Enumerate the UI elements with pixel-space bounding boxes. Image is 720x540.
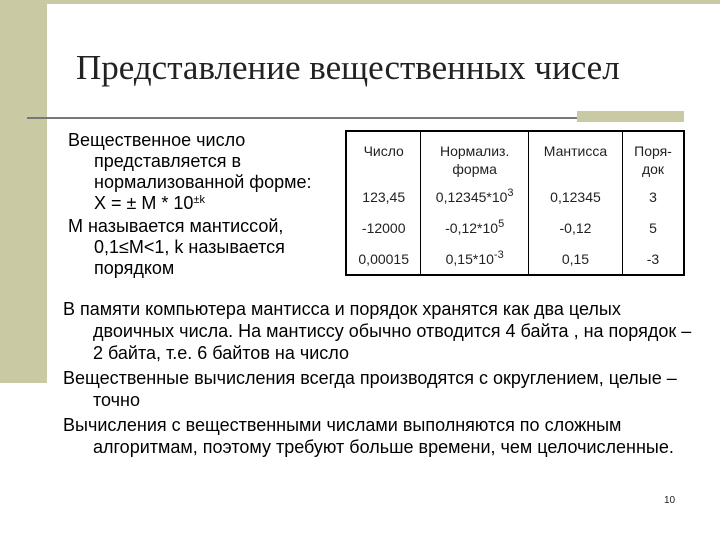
cell-order: -3 <box>646 250 660 267</box>
cell-number: -12000 <box>347 213 421 244</box>
page-number: 10 <box>664 495 676 506</box>
table-header-row <box>347 132 683 182</box>
top-accent-bar <box>47 0 720 4</box>
normalized-exponent: 5 <box>498 217 505 230</box>
normalized-exponent: 3 <box>507 187 514 200</box>
left-accent-bar <box>0 0 47 383</box>
cell-normalized <box>421 182 529 213</box>
header-line: Число <box>363 143 404 159</box>
cell-order: 5 <box>649 219 657 236</box>
examples-table <box>345 130 685 276</box>
cell-normalized <box>421 243 529 274</box>
formula-exponent: ±k <box>193 194 205 206</box>
table-header-cell <box>421 132 529 182</box>
header-line: Мантисса <box>543 143 608 159</box>
left-accent-bar-end <box>0 380 47 383</box>
title-underline-accent <box>577 111 684 122</box>
cell-order: 3 <box>649 189 657 206</box>
normalized-exponent: -3 <box>493 248 504 261</box>
definition-line: Вещественное число <box>68 130 246 150</box>
body-text <box>63 298 703 461</box>
definition-line: M называется мантиссой, <box>68 216 284 236</box>
table-row <box>347 182 683 213</box>
slide-title: Представление вещественных чисел <box>76 48 620 87</box>
body-paragraph: Вычисления с вещественными числами выполняются по сложным алгоритмам, поэтому требуют больше времени, чем целочисленные. <box>63 415 674 457</box>
table-header-cell <box>347 132 421 182</box>
formula-base: X = ± M * 10 <box>94 193 194 213</box>
header-line: Поря- <box>634 143 672 159</box>
definition-text <box>68 130 358 279</box>
definition-line: нормализованной форме: <box>94 172 312 192</box>
body-paragraph: Вещественные вычисления всегда производятся с округлением, целые – точно <box>63 368 677 410</box>
cell-mantissa: -0,12 <box>528 213 622 244</box>
definition-line: 0,1≤M<1, k называется <box>94 237 285 257</box>
table-row <box>347 243 683 274</box>
normalized-base: 0,12345*10 <box>435 189 508 206</box>
formula <box>94 193 205 213</box>
definition-line: порядком <box>94 258 175 278</box>
cell-number: 123,45 <box>347 182 421 213</box>
header-line: Нормализ. <box>439 143 510 159</box>
definition-line: представляется в <box>94 151 242 171</box>
mantissa-paragraph <box>68 216 358 279</box>
header-line: док <box>641 161 665 177</box>
body-paragraph: В памяти компьютера мантисса и порядок хранятся как два целых двоичных числа. На мантиссу обычно отводится 4 байта , на порядок – 2 байта, т.е. 6 байтов на число <box>63 299 692 363</box>
table-header-cell <box>528 132 622 182</box>
header-line: форма <box>452 161 497 177</box>
cell-mantissa: 0,12345 <box>528 182 622 213</box>
definition-paragraph <box>68 130 358 214</box>
table-header-cell <box>623 132 684 182</box>
table-row <box>347 213 683 244</box>
normalized-base: -0,12*10 <box>445 219 499 236</box>
cell-normalized <box>421 213 529 244</box>
normalized-base: 0,15*10 <box>445 250 494 267</box>
cell-mantissa: 0,15 <box>528 243 622 274</box>
cell-number: 0,00015 <box>347 243 421 274</box>
